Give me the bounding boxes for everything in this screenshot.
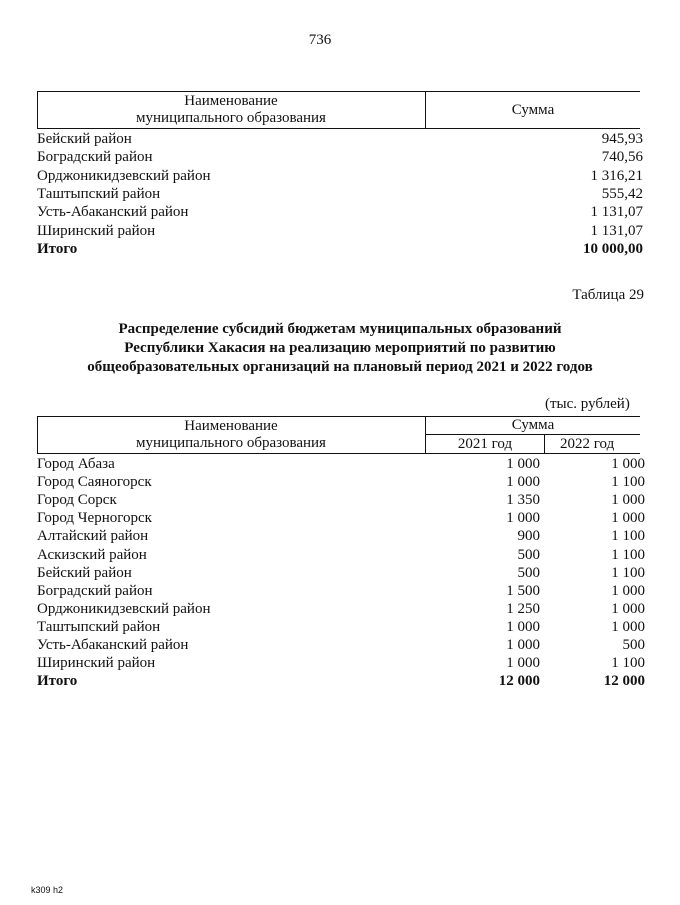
table-row <box>37 222 643 240</box>
table-row <box>37 618 645 636</box>
municipality-name: Ширинский район <box>37 222 156 239</box>
total-value: 10 000,00 <box>583 240 643 257</box>
table-2-title <box>0 320 680 377</box>
amount-2022: 1 000 <box>611 600 645 617</box>
amount-2021: 1 000 <box>506 618 540 635</box>
amount-2021: 1 500 <box>506 582 540 599</box>
amount-2021: 500 <box>517 546 540 563</box>
table-1-header-bottom-border <box>37 128 640 129</box>
table-row <box>37 546 645 564</box>
municipality-name: Город Сорск <box>37 492 117 509</box>
table-row <box>37 473 645 491</box>
amount-value: 945,93 <box>601 131 643 147</box>
amount-2022: 1 000 <box>611 582 645 599</box>
table-1-header-name <box>37 93 425 127</box>
municipality-name: Бейский район <box>37 564 132 581</box>
amount-2021: 1 000 <box>506 456 540 472</box>
municipality-name: Город Черногорск <box>37 510 152 527</box>
amount-2021: 500 <box>517 564 540 581</box>
table-row <box>37 185 643 203</box>
amount-value: 1 316,21 <box>590 167 643 184</box>
table-row <box>37 600 645 618</box>
total-label: Итого <box>37 240 78 257</box>
table-2-header-name-line1: Наименование <box>184 418 278 434</box>
municipality-name: Бейский район <box>37 131 132 147</box>
table-1-header-sum: Сумма <box>511 102 555 118</box>
municipality-name: Город Абаза <box>37 456 115 472</box>
table-row <box>37 130 643 148</box>
municipality-name: Таштыпский район <box>37 618 161 635</box>
table-2-header-sum: Сумма <box>511 417 555 433</box>
table-2-title-line2: Республики Хакасия на реализацию мероприятий по развитию <box>124 340 556 356</box>
table-row <box>37 491 645 509</box>
amount-2022: 1 000 <box>611 456 645 472</box>
amount-2022: 1 100 <box>611 546 645 563</box>
amount-2022: 1 100 <box>611 655 645 672</box>
page-number: 736 <box>308 32 332 48</box>
table-2-header-year-2021: 2021 год <box>457 436 513 452</box>
municipality-name: Боградский район <box>37 149 153 166</box>
table-row <box>37 582 645 600</box>
amount-2022: 1 100 <box>611 564 645 581</box>
table-2-title-line1: Распределение субсидий бюджетам муниципальных образований <box>118 321 562 337</box>
units-label: (тыс. рублей) <box>545 396 630 412</box>
table-row <box>37 564 645 582</box>
table-2-subheader-border <box>425 434 640 435</box>
amount-2021: 1 000 <box>506 474 540 491</box>
table-2-header-bottom-border <box>37 453 640 454</box>
table-row <box>37 509 645 527</box>
amount-2022: 1 000 <box>611 618 645 635</box>
table-2-header-year-2022: 2022 год <box>560 436 615 452</box>
table-1-header-name-line1: Наименование <box>184 93 278 109</box>
amount-2021: 1 250 <box>506 600 540 617</box>
table-row <box>37 654 645 672</box>
table-1-total-row <box>37 240 643 258</box>
amount-2021: 1 000 <box>506 510 540 527</box>
amount-2021: 1 350 <box>506 492 540 509</box>
amount-2021: 1 000 <box>506 637 540 653</box>
table-row <box>37 636 645 654</box>
table-row <box>37 167 643 185</box>
amount-2022: 1 100 <box>611 528 645 545</box>
table-2-header-name-line2: муниципального образования <box>136 435 326 451</box>
total-2021-value: 12 000 <box>498 673 540 690</box>
amount-2022: 1 000 <box>611 510 645 527</box>
table-row <box>37 148 643 166</box>
table-2-title-line3: общеобразовательных организаций на плановый период 2021 и 2022 годов <box>87 359 593 375</box>
table-row <box>37 203 643 221</box>
amount-2021: 900 <box>517 528 540 545</box>
municipality-name: Аскизский район <box>37 546 147 563</box>
municipality-name: Ширинский район <box>37 655 156 672</box>
table-row <box>37 527 645 545</box>
table-2-header-name <box>37 418 425 452</box>
municipality-name: Боградский район <box>37 582 153 599</box>
municipality-name: Город Саяногорск <box>37 474 152 491</box>
table-1-top-border <box>37 91 640 92</box>
amount-2022: 1 100 <box>611 474 645 491</box>
municipality-name: Орджоникидзевский район <box>37 167 211 184</box>
municipality-name: Таштыпский район <box>37 185 161 202</box>
municipality-name: Усть-Абаканский район <box>37 637 189 653</box>
amount-value: 740,56 <box>601 149 643 166</box>
municipality-name: Алтайский район <box>37 528 149 545</box>
total-2022-value: 12 000 <box>603 673 645 690</box>
amount-2021: 1 000 <box>506 655 540 672</box>
amount-2022: 500 <box>622 637 645 653</box>
table-1-header-name-line2: муниципального образования <box>136 110 326 126</box>
amount-2022: 1 000 <box>611 492 645 509</box>
table-2-total-row <box>37 672 645 690</box>
footer-code: k309 h2 <box>31 885 64 895</box>
table-row <box>37 455 645 473</box>
amount-value: 1 131,07 <box>590 222 643 239</box>
amount-value: 555,42 <box>601 185 643 202</box>
total-label: Итого <box>37 673 78 690</box>
municipality-name: Орджоникидзевский район <box>37 600 211 617</box>
municipality-name: Усть-Абаканский район <box>37 204 189 221</box>
table-number: Таблица 29 <box>572 287 644 303</box>
amount-value: 1 131,07 <box>590 204 643 221</box>
